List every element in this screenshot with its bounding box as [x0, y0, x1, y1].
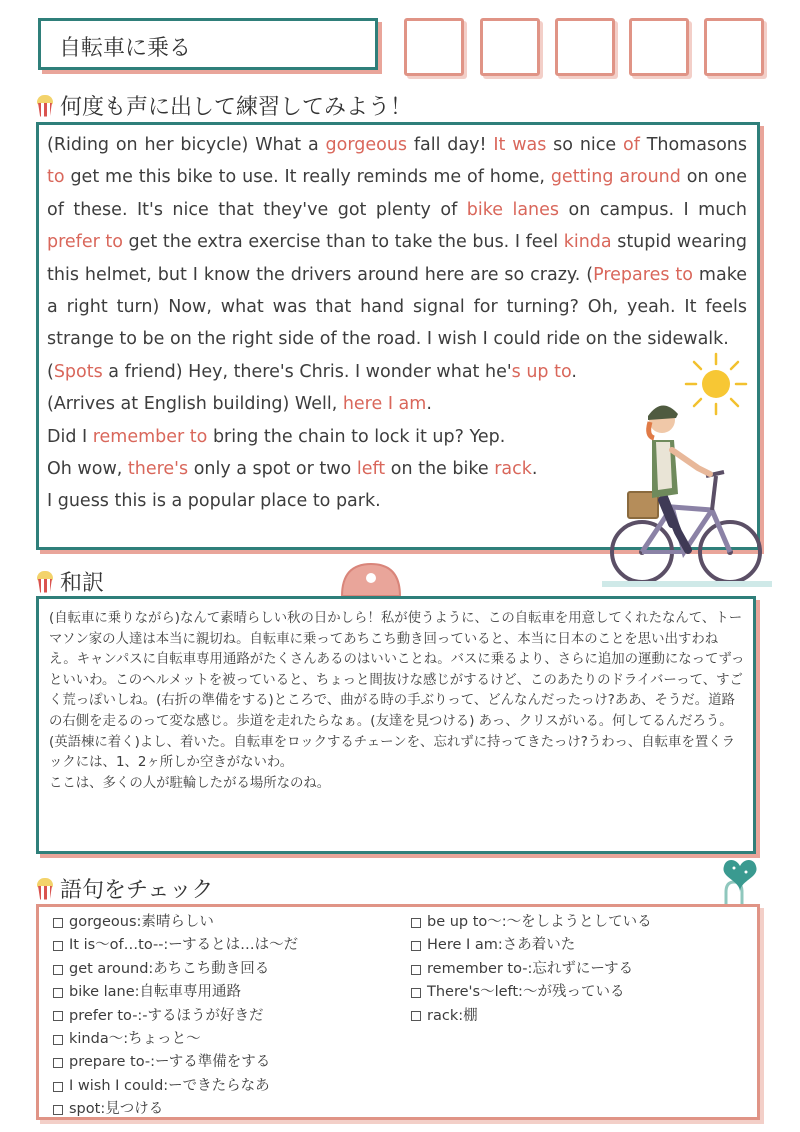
- vocab-item: [53, 958, 298, 981]
- progress-checkbox-5[interactable]: [704, 18, 764, 76]
- vocab-text: prepare to-:ーする準備をする: [69, 1054, 271, 1071]
- vocab-item: [411, 1005, 652, 1028]
- practice-heading-text: 何度も声に出して練習してみよう！: [60, 95, 413, 120]
- practice-heading: [36, 90, 412, 121]
- passage-text: Did I: [47, 426, 93, 447]
- vocab-item: [411, 934, 652, 957]
- popcorn-icon: [36, 95, 54, 117]
- passage-text: I guess this is a popular place to park.: [47, 491, 381, 512]
- vocab-checkbox[interactable]: [53, 941, 63, 951]
- passage-text: Oh wow,: [47, 459, 128, 480]
- passage-text: bring the chain to lock it up? Yep.: [207, 426, 506, 447]
- passage-text: so nice: [546, 135, 623, 155]
- passage-text: make a right turn) Now, what was that hand signal for turning? Oh, yeah. It feels strange to be on the right side of the road. I wish I could ride on the sidewalk.: [47, 264, 747, 350]
- highlighted-phrase: of: [623, 135, 640, 155]
- vocab-text: It is～of…to--:ーするとは…は～だ: [69, 937, 299, 954]
- highlighted-phrase: to: [47, 167, 65, 188]
- passage-text: fall day!: [407, 135, 494, 155]
- progress-checkbox-1[interactable]: [404, 18, 464, 76]
- highlighted-phrase: there's: [127, 459, 189, 480]
- vocab-checkbox[interactable]: [411, 988, 421, 998]
- vocab-text: get around:あちこち動き回る: [69, 960, 270, 977]
- passage-text: get the extra exercise than to take the bus. I feel: [122, 232, 564, 253]
- vocab-text: be up to～:～をしようとしている: [427, 914, 652, 930]
- vocab-item: [53, 1075, 298, 1098]
- passage-text: Thomasons: [639, 135, 747, 155]
- highlighted-phrase: kinda: [563, 232, 612, 253]
- vocab-checkbox[interactable]: [411, 941, 421, 951]
- highlighted-phrase: gorgeous: [325, 135, 408, 155]
- vocab-list-left: [53, 911, 298, 1122]
- passage-text: .: [571, 361, 577, 382]
- vocab-checkbox[interactable]: [53, 1035, 63, 1045]
- vocab-text: kinda～:ちょっと～: [69, 1031, 201, 1048]
- vocab-checkbox[interactable]: [411, 918, 421, 928]
- vocab-item: [53, 1005, 298, 1028]
- popcorn-icon: [36, 878, 54, 900]
- passage-text: on campus. I much: [559, 199, 748, 220]
- highlighted-phrase: bike lanes: [466, 199, 560, 220]
- passage-text: .: [531, 459, 538, 480]
- progress-checkbox-4[interactable]: [629, 18, 689, 76]
- vocab-checkbox[interactable]: [53, 918, 63, 928]
- title-box: [38, 18, 378, 70]
- vocab-text: gorgeous:素晴らしい: [69, 914, 214, 930]
- vocab-item: [411, 981, 652, 1004]
- vocab-checkbox[interactable]: [53, 988, 63, 998]
- passage-text: a friend) Hey, there's Chris. I wonder what he': [102, 361, 512, 382]
- vocab-checkbox[interactable]: [53, 965, 63, 975]
- vocab-checkbox[interactable]: [53, 1105, 63, 1115]
- translation-last-line: ここは、多くの人が駐輪したがる場所なのね。: [49, 775, 331, 791]
- vocab-text: I wish I could:ーできたらなあ: [69, 1077, 270, 1094]
- passage-text: stupid wearing this helmet, but I know the drivers around here are so crazy. (: [47, 232, 747, 285]
- vocab-text: rack:棚: [427, 1007, 478, 1024]
- passage-text: on one of these. It's nice that they've got plenty of: [47, 167, 747, 220]
- vocab-checkbox[interactable]: [53, 1011, 63, 1021]
- vocab-item: [53, 934, 298, 957]
- highlighted-phrase: getting around: [550, 167, 681, 188]
- vocab-item: [411, 911, 652, 934]
- translation-heading-text: 和訳: [60, 571, 105, 596]
- highlighted-phrase: rack: [494, 459, 532, 480]
- page-title: 自転車に乗る: [59, 36, 192, 61]
- passage-line: [47, 356, 747, 388]
- highlighted-phrase: here I am: [342, 394, 427, 415]
- highlighted-phrase: left: [356, 459, 386, 480]
- vocab-text: prefer to-:-するほうが好きだ: [69, 1007, 264, 1024]
- highlighted-phrase: Spots: [53, 361, 103, 382]
- vocab-text: spot:見つける: [69, 1101, 164, 1118]
- vocab-checkbox[interactable]: [411, 965, 421, 975]
- vocab-panel: [36, 904, 760, 1120]
- translation-panel: [36, 596, 756, 854]
- vocab-text: remember to-:忘れずにーする: [427, 960, 634, 977]
- vocab-item: [53, 1051, 298, 1074]
- vocab-checkbox[interactable]: [411, 1011, 421, 1021]
- vocab-text: bike lane:自転車専用通路: [69, 984, 242, 1001]
- vocab-text: Here I am:さあ着いた: [427, 937, 576, 954]
- passage-text: on the bike: [385, 459, 495, 480]
- vocab-item: [53, 981, 298, 1004]
- passage-text: get me this bike to use. It really reminds me of home,: [64, 167, 551, 188]
- passage-text: (Arrives at English building) Well,: [47, 394, 343, 415]
- highlighted-phrase: Prepares to: [593, 264, 693, 285]
- highlighted-phrase: remember to: [92, 426, 208, 447]
- vocab-item: [411, 958, 652, 981]
- progress-checkbox-3[interactable]: [555, 18, 615, 76]
- vocab-heading: [36, 873, 213, 904]
- progress-checkbox-2[interactable]: [480, 18, 540, 76]
- translation-heading: [36, 566, 104, 597]
- japanese-translation: [49, 609, 745, 794]
- passage-text: (Riding on her bicycle) What a: [47, 135, 326, 155]
- vocab-checkbox[interactable]: [53, 1082, 63, 1092]
- vocab-list-right: [411, 911, 652, 1028]
- vocab-item: [53, 911, 298, 934]
- passage-text: .: [426, 394, 432, 415]
- highlighted-phrase: It was: [493, 135, 547, 155]
- translation-text: (自転車に乗りながら)なんて素晴らしい秋の日かしら！私が使うように、この自転車を用意してくれたなんて、トーマソン家の人達は本当に親切ね。自転車に乗ってあちこち動き回っていると、本当に日本のことを思い出すわねえ。キャンパスに自転車専用通路がたくさんあるのはいいことね。バスに乗るより、さらに追加の運動になってずっといいわ。このヘルメットを被っていると、ちょっと間抜けな感じがするけど、このあたりのドライバーって、すごく荒っぽいしね。(右折の準備をする)ところで、曲がる時の手ぶりって、どんなんだったっけ?ああ、そうだ。道路の右側を走るのって変な感じ。歩道を走れたらなぁ。(友達を見つける) あっ、クリスがいる。何してるんだろう。(英語棟に着く)よし、着いた。自転車をロックするチェーンを、忘れずに持ってきたっけ?うわっ、自転車を置くラックには、1、2ヶ所しか空きがないわ。: [49, 611, 745, 771]
- cyclist-illustration: [602, 392, 772, 602]
- passage-text: (: [47, 361, 54, 382]
- highlighted-phrase: s up to: [511, 361, 572, 382]
- highlighted-phrase: prefer to: [47, 232, 123, 253]
- popcorn-icon: [36, 571, 54, 593]
- vocab-text: There's～left:～が残っている: [427, 984, 625, 1001]
- passage-text: only a spot or two: [188, 459, 357, 480]
- vocab-item: [53, 1098, 298, 1121]
- vocab-item: [53, 1028, 298, 1051]
- vocab-checkbox[interactable]: [53, 1058, 63, 1068]
- vocab-heading-text: 語句をチェック: [60, 878, 214, 903]
- passage-line: [47, 129, 747, 356]
